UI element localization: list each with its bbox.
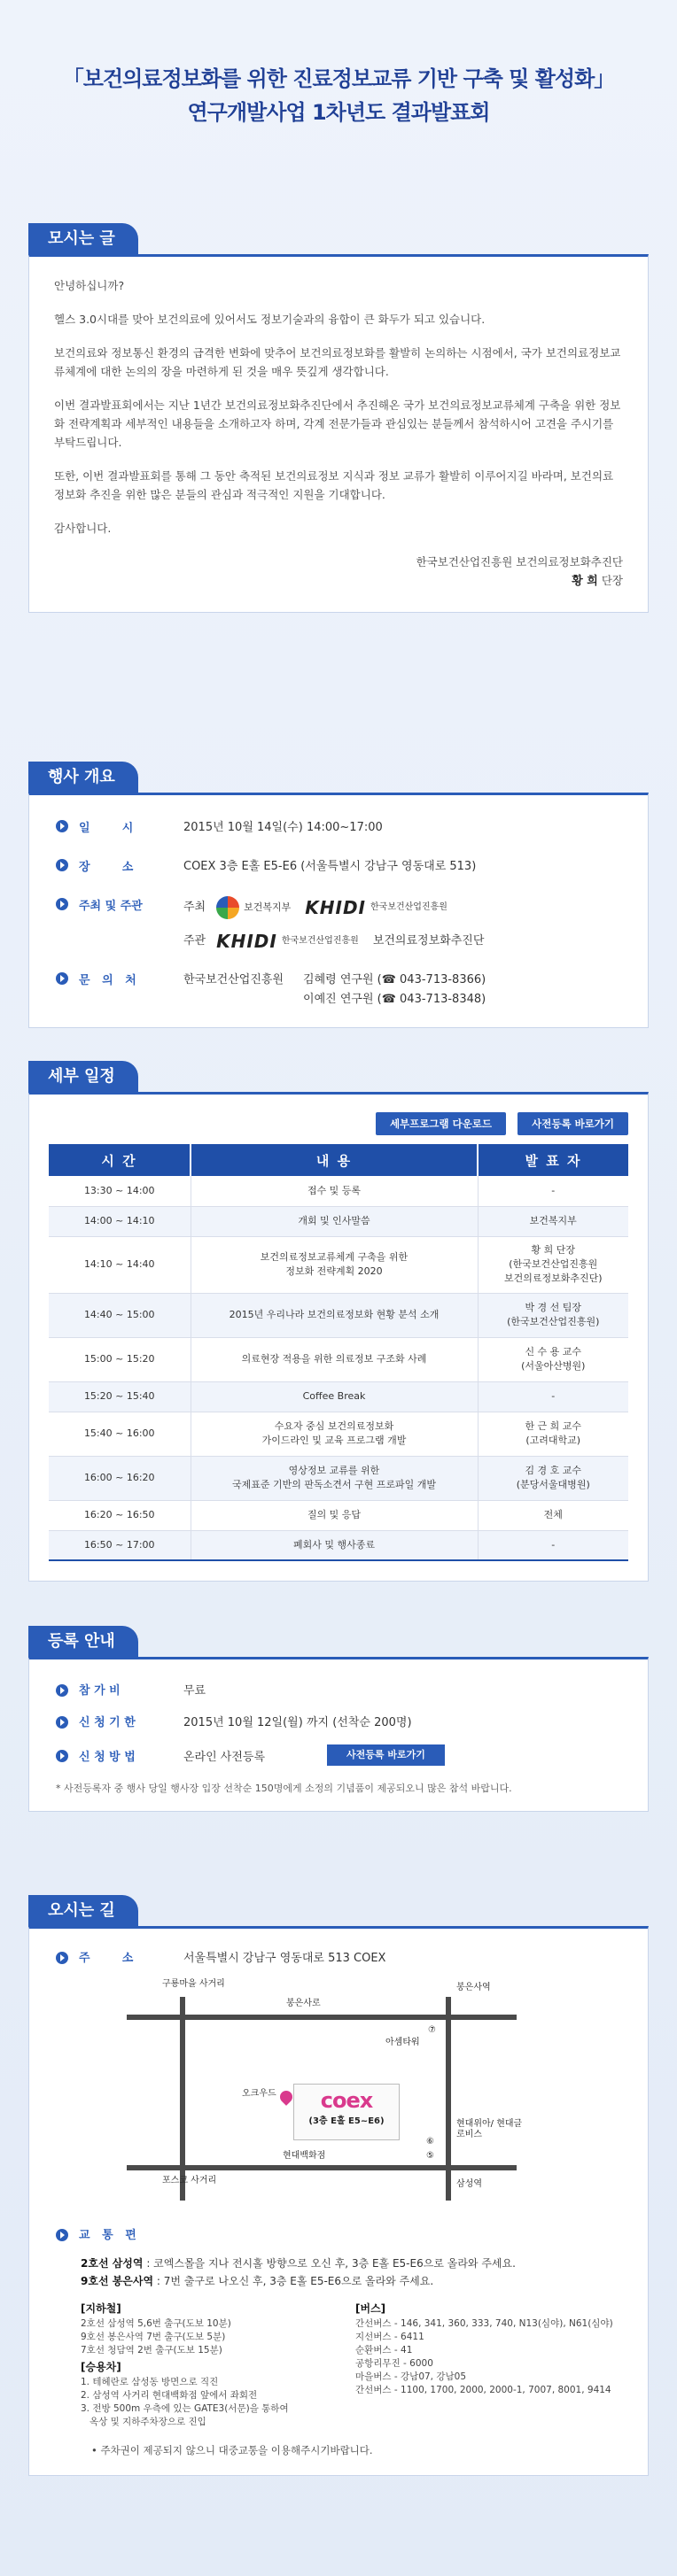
overview-host-row xyxy=(56,896,630,951)
schedule-time: 16:20 ~ 16:50 xyxy=(49,1500,191,1530)
host1-name: 보건복지부 xyxy=(244,901,292,913)
line2-title: 2호선 삼성역 xyxy=(81,2257,144,2270)
sub-item: 9호선 봉은사역 7번 출구(도보 5분) xyxy=(81,2332,226,2342)
schedule-time: 14:00 ~ 14:10 xyxy=(49,1206,191,1236)
schedule-time: 16:50 ~ 17:00 xyxy=(49,1530,191,1560)
line9-desc: : 7번 출구로 나오신 후, 3층 E홀 E5-E6으로 올라와 주세요. xyxy=(153,2275,434,2287)
schedule-content: 질의 및 응답 xyxy=(191,1500,478,1530)
greeting-p6: 감사합니다. xyxy=(54,522,112,535)
greeting-sign-name: 황 희 xyxy=(572,575,598,588)
directions-box xyxy=(28,1926,649,2476)
bullet-icon xyxy=(56,972,68,985)
khidi-logo-mark: KHIDI xyxy=(305,897,366,918)
greeting-box xyxy=(28,254,649,613)
bus-item: 간선버스 - 1100, 1700, 2000, 2000-1, 7007, 8001, 9414 xyxy=(355,2385,611,2395)
reg-period-row xyxy=(56,1713,630,1729)
bullet-icon xyxy=(56,859,68,871)
schedule-head-content: 내 용 xyxy=(191,1144,478,1176)
reg-fee-label: 참 가 비 xyxy=(79,1684,121,1698)
org-row xyxy=(183,932,484,951)
car-title: [승용차] xyxy=(81,2361,121,2373)
org-kind: 주관 xyxy=(183,934,206,948)
page-title-line2: 연구개발사업 1차년도 결과발표회 xyxy=(187,100,490,125)
reg-pre-register-button[interactable]: 사전등록 바로가기 xyxy=(327,1744,445,1766)
reg-method-row xyxy=(56,1744,630,1766)
schedule-row xyxy=(49,1500,628,1530)
dir-addr-row xyxy=(56,1948,630,1965)
schedule-content: 폐회사 및 행사종료 xyxy=(191,1530,478,1560)
overview-place-label: 장 소 xyxy=(79,861,134,874)
map-label-hyundai-dept: 현대백화점 xyxy=(283,2151,326,2161)
schedule-head-speaker: 발 표 자 xyxy=(478,1144,628,1176)
schedule-time: 15:00 ~ 15:20 xyxy=(49,1337,191,1381)
bullet-icon xyxy=(56,1716,68,1729)
reg-period-label: 신 청 기 한 xyxy=(79,1716,136,1729)
schedule-content: 영상정보 교류를 위한 국제표준 기반의 판독소견서 구현 프로파일 개발 xyxy=(191,1456,478,1500)
greeting-sign-title: 단장 xyxy=(601,574,623,587)
map-label-posco: 포스코 사거리 xyxy=(162,2176,217,2185)
reg-fee-value: 무료 xyxy=(183,1684,206,1698)
road-west xyxy=(180,1997,185,2201)
bullet-icon xyxy=(56,898,68,910)
road-teheran xyxy=(127,2165,517,2170)
road-yeongdong xyxy=(446,1997,451,2201)
schedule-row xyxy=(49,1236,628,1293)
car-item: 1. 테헤란로 삼성동 방면으로 직진 xyxy=(81,2377,219,2387)
overview-place-row xyxy=(56,857,630,877)
host-row xyxy=(183,896,484,919)
schedule-row xyxy=(49,1206,628,1236)
overview-tab: 행사 개요 xyxy=(28,762,138,793)
overview-date-row xyxy=(56,818,630,838)
dir-addr-value: 서울특별시 강남구 영동대로 513 COEX xyxy=(183,1952,386,1965)
schedule-row xyxy=(49,1176,628,1206)
bullet-icon xyxy=(56,1684,68,1697)
dir-col-left xyxy=(81,2299,355,2429)
schedule-buttons xyxy=(49,1095,628,1144)
greeting-sign-org: 한국보건산업진흥원 보건의료정보화추진단 xyxy=(416,555,623,569)
overview-section xyxy=(28,762,649,1028)
dir-trans-row xyxy=(56,2225,630,2242)
greeting-p2: 헬스 3.0시대를 맞아 보건의료에 있어서도 정보기술과의 융합이 큰 화두가 되고 있습니다. xyxy=(54,313,486,326)
reg-note: * 사전등록자 중 행사 당일 행사장 입장 선착순 150명에게 소정의 기념품이 제공되오니 많은 참석 바랍니다. xyxy=(56,1783,512,1794)
schedule-section xyxy=(28,1061,649,1582)
greeting-p3: 보건의료와 정보통신 환경의 급격한 변화에 맞추어 보건의료정보화를 활발히 논의하는 시점에서, 국가 보건의료정보교류체계에 대한 논의의 장을 마련하게 된 것을 매우 뜻깊게 생각합니다. xyxy=(54,346,621,378)
schedule-time: 13:30 ~ 14:00 xyxy=(49,1176,191,1206)
car-item: 3. 전방 500m 우측에 있는 GATE3(서문)을 통하여 xyxy=(81,2403,289,2414)
bullet-icon xyxy=(56,1952,68,1964)
bus-item: 간선버스 - 146, 341, 360, 333, 740, N13(심야), N61(심야) xyxy=(355,2318,613,2329)
contact1: 김혜령 연구원 (☎ 043-713-8366) xyxy=(303,973,486,986)
schedule-speaker: 황 희 단장 (한국보건산업진흥원 보건의료정보화추진단) xyxy=(478,1236,628,1293)
schedule-content: 수요자 중심 보건의료정보화 가이드라인 및 교육 프로그램 개발 xyxy=(191,1412,478,1456)
schedule-speaker: 박 경 선 팀장 (한국보건산업진흥원) xyxy=(478,1293,628,1337)
map-label-gurong: 구룡마을 사거리 xyxy=(162,1979,225,1989)
schedule-content: Coffee Break xyxy=(191,1381,478,1412)
schedule-time: 16:00 ~ 16:20 xyxy=(49,1456,191,1500)
schedule-speaker: 전체 xyxy=(478,1500,628,1530)
schedule-speaker: 신 수 용 교수 (서울아산병원) xyxy=(478,1337,628,1381)
mohw-logo-icon xyxy=(216,896,239,919)
contact2: 이예진 연구원 (☎ 043-713-8348) xyxy=(303,993,486,1006)
mohw-logo xyxy=(216,896,291,919)
schedule-content: 2015년 우리나라 보건의료정보화 현황 분석 소개 xyxy=(191,1293,478,1337)
overview-place-value: COEX 3층 E홀 E5-E6 (서울특별시 강남구 영동대로 513) xyxy=(183,860,477,873)
schedule-row xyxy=(49,1530,628,1560)
bullet-icon xyxy=(56,820,68,832)
schedule-content: 보건의료정보교류체계 구축을 위한 정보화 전략계획 2020 xyxy=(191,1236,478,1293)
khidi-logo-2 xyxy=(216,932,359,951)
coex-hall: (3층 E홀 E5~E6) xyxy=(308,2116,385,2126)
schedule-box xyxy=(28,1092,649,1582)
host2-name: 한국보건산업진흥원 xyxy=(370,902,447,912)
reg-period-value: 2015년 10월 12일(월) 까지 (선착순 200명) xyxy=(183,1716,412,1729)
map-label-exit6: ⑥ xyxy=(426,2137,434,2147)
bullet-icon xyxy=(56,1750,68,1762)
schedule-row xyxy=(49,1412,628,1456)
schedule-row xyxy=(49,1293,628,1337)
overview-host-label: 주최 및 주관 xyxy=(79,900,143,913)
overview-contact-people xyxy=(303,971,486,1010)
pre-register-button[interactable]: 사전등록 바로가기 xyxy=(517,1112,628,1135)
khidi-logo-mark-2: KHIDI xyxy=(216,931,277,952)
schedule-speaker: - xyxy=(478,1176,628,1206)
greeting-section xyxy=(28,223,649,613)
dir-addr-label: 주 소 xyxy=(79,1952,134,1965)
schedule-row xyxy=(49,1381,628,1412)
bullet-icon xyxy=(56,2229,68,2241)
overview-host-value xyxy=(183,896,484,951)
coex-box xyxy=(293,2084,400,2140)
map-label-okwood: 오크우드 xyxy=(242,2089,276,2099)
schedule-table xyxy=(49,1144,628,1561)
line2-desc: : 코엑스몰을 지나 전시홀 방향으로 오신 후, 3층 E홀 E5-E6으로 올라와 주세요. xyxy=(143,2257,516,2270)
schedule-speaker: 김 경 호 교수 (분당서울대병원) xyxy=(478,1456,628,1500)
schedule-time: 15:40 ~ 16:00 xyxy=(49,1412,191,1456)
schedule-content: 개회 및 인사말씀 xyxy=(191,1206,478,1236)
dir-final-note: • 주차권이 제공되지 않으니 대중교통을 이용해주시기바랍니다. xyxy=(91,2444,373,2456)
location-pin-icon xyxy=(277,2088,295,2106)
registration-section xyxy=(28,1626,649,1812)
schedule-row xyxy=(49,1337,628,1381)
schedule-time: 14:10 ~ 14:40 xyxy=(49,1236,191,1293)
greeting-p5: 또한, 이번 결과발표회를 통해 그 동안 축적된 보건의료정보 지식과 정보 교류가 활발히 이루어지길 바라며, 보건의료정보화 추진을 위한 많은 분들의 관심과 적극적인 지원을 기대합니다. xyxy=(54,469,614,501)
header xyxy=(0,0,677,221)
schedule-speaker: - xyxy=(478,1381,628,1412)
bus-item: 마을버스 - 강남07, 강남05 xyxy=(355,2371,467,2382)
overview-date-value: 2015년 10월 14일(수) 14:00~17:00 xyxy=(183,821,383,834)
reg-method-value: 온라인 사전등록 xyxy=(183,1750,266,1764)
overview-box xyxy=(28,793,649,1028)
dir-subway-lines xyxy=(81,2255,630,2290)
dir-trans-label: 교 통 편 xyxy=(79,2229,136,2242)
org2-name: 보건의료정보화추진단 xyxy=(372,934,485,948)
directions-tab: 오시는 길 xyxy=(28,1895,138,1927)
page-title-line1: 「보건의료정보화를 위한 진료정보교류 기반 구축 및 활성화」 xyxy=(62,66,615,91)
reg-fee-row xyxy=(56,1681,630,1698)
host-kind: 주최 xyxy=(183,901,206,914)
bus-item: 순환버스 - 41 xyxy=(355,2345,413,2356)
schedule-tab: 세부 일정 xyxy=(28,1061,138,1093)
dir-transport-cols xyxy=(81,2299,630,2429)
map-label-samsung-stn: 삼성역 xyxy=(456,2179,482,2189)
registration-tab: 등록 안내 xyxy=(28,1626,138,1658)
overview-contact-label: 문 의 처 xyxy=(79,974,136,987)
sub-title: [지하철] xyxy=(81,2302,121,2315)
map-label-bongeunsa-road: 봉은사로 xyxy=(286,1999,321,2008)
overview-contact-row xyxy=(56,971,630,1010)
dir-col-right xyxy=(355,2299,630,2429)
schedule-speaker: 한 근 희 교수 (고려대학교) xyxy=(478,1412,628,1456)
schedule-content: 접수 및 등록 xyxy=(191,1176,478,1206)
reg-method-label: 신 청 방 법 xyxy=(79,1750,136,1764)
greeting-tab: 모시는 글 xyxy=(28,223,138,255)
bus-item: 공항리무진 - 6000 xyxy=(355,2358,433,2369)
map-label-bongeunsa-stn: 봉은사역 xyxy=(456,1983,491,1992)
overview-contact-org: 한국보건산업진흥원 xyxy=(183,973,284,986)
overview-date-label: 일 시 xyxy=(79,822,134,835)
sub-item: 2호선 삼성역 5,6번 출구(도보 10분) xyxy=(81,2318,231,2329)
schedule-row xyxy=(49,1456,628,1500)
map-label-exit7: ⑦ xyxy=(428,2025,436,2035)
schedule-time: 14:40 ~ 15:00 xyxy=(49,1293,191,1337)
map-label-hyundai-wia: 현대위아/ 현대글로비스 xyxy=(456,2119,523,2139)
map-label-asem: 아셈타워 xyxy=(385,2038,420,2047)
coex-logo: coex xyxy=(320,2088,373,2113)
bus-item: 지선버스 - 6411 xyxy=(355,2332,424,2342)
schedule-speaker: - xyxy=(478,1530,628,1560)
map-label-exit5: ⑤ xyxy=(426,2151,434,2161)
greeting-p1: 안녕하십니까? xyxy=(54,279,125,292)
car-item: 옥상 및 지하주차장으로 진입 xyxy=(81,2417,206,2427)
location-map xyxy=(109,1979,525,2209)
schedule-content: 의료현장 적용을 위한 의료정보 구조화 사례 xyxy=(191,1337,478,1381)
schedule-speaker: 보건복지부 xyxy=(478,1206,628,1236)
greeting-p4: 이번 결과발표회에서는 지난 1년간 보건의료정보화추진단에서 추진해온 국가 보건의료정보교류체계 구축을 위한 정보화 전략계획과 세부적인 내용들을 소개하고자 하며, 각계 전문가들과 관심있는 분들께서 참석하시어 고견을 주시기를 부탁드립니다. xyxy=(54,398,621,449)
org1-name: 한국보건산업진흥원 xyxy=(281,936,359,946)
khidi-logo xyxy=(305,898,447,917)
greeting-sign xyxy=(54,571,623,591)
schedule-head-time: 시 간 xyxy=(49,1144,191,1176)
sub-item: 7호선 청담역 2번 출구(도보 15분) xyxy=(81,2345,222,2356)
car-item: 2. 삼성역 사거리 현대백화점 앞에서 좌회전 xyxy=(81,2390,258,2401)
line9-title: 9호선 봉은사역 xyxy=(81,2275,154,2287)
registration-box xyxy=(28,1657,649,1812)
directions-section xyxy=(28,1895,649,2476)
road-bongeunsa xyxy=(127,2015,517,2020)
program-download-button[interactable]: 세부프로그램 다운로드 xyxy=(376,1112,506,1135)
schedule-time: 15:20 ~ 15:40 xyxy=(49,1381,191,1412)
bus-title: [버스] xyxy=(355,2302,386,2315)
schedule-body xyxy=(49,1176,628,1560)
